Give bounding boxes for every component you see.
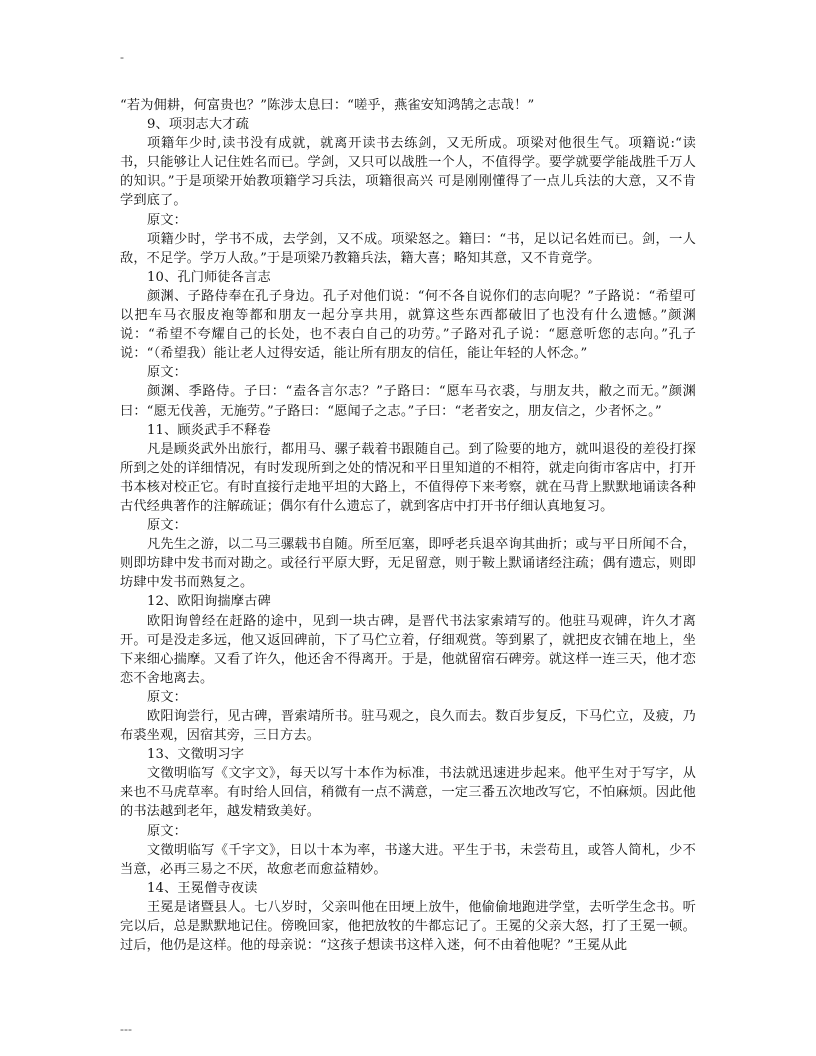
section-heading: 9、项羽志大才疏	[147, 117, 249, 133]
section-heading: 13、文徵明习字	[147, 747, 245, 763]
original-text-label: 原文：	[147, 365, 188, 381]
original-text-label: 原文：	[147, 689, 188, 705]
paragraph: 颜渊、子路侍奉在孔子身边。孔子对他们说：“何不各自说你们的志向呢？”子路说：“希望可以把车马衣服皮袍等都和朋友一起分享共用，就算这些东西都破旧了也没有什么遗憾。”颜渊说：“希望不夸耀自己的长处，也不表白自己的功劳。”子路对孔子说：“愿意听您的志向。”孔子说：“（希望我）能让老人过得安适，能让所有朋友的信任，能让年轻的人怀念。”	[120, 288, 696, 362]
paragraph: 颜渊、季路侍。子曰：“盍各言尔志？”子路曰：“愿车马衣裘，与朋友共，敝之而无。”颜渊曰：“愿无伐善，无施劳。”子路曰：“愿闻子之志。”子曰：“老者安之，朋友信之，少者怀之。”	[120, 384, 696, 419]
paragraph: 项籍少时，学书不成，去学剑，又不成。项梁怒之。籍曰：“书，足以记名姓而已。剑，一人敌，不足学。学万人敌。”于是项梁乃教籍兵法，籍大喜；略知其意，又不肯竟学。	[120, 231, 696, 266]
paragraph: 欧阳询曾经在赶路的途中，见到一块古碑，是晋代书法家索靖写的。他驻马观碑，许久才离开。可是没走多远，他又返回碑前，下了马伫立着，仔细观赏。等到累了，就把皮衣铺在地上，坐下来细心揣摩。又看了许久，他还舍不得离开。于是，他就留宿石碑旁。就这样一连三天，他才恋恋不舍地离去。	[120, 613, 696, 686]
paragraph: 项籍年少时,读书没有成就，就离开读书去练剑，又无所成。项梁对他很生气。项籍说:“读书，只能够让人记住姓名而已。学剑，又只可以战胜一个人，不值得学。要学就要学能战胜千万人的知识。”于是项梁开始教项籍学习兵法，项籍很高兴 可是刚刚懂得了一点儿兵法的大意，又不肯学到底了。	[120, 136, 696, 209]
footer-mark: ---	[120, 1022, 132, 1036]
section-heading: 12、欧阳询揣摩古碑	[147, 594, 271, 610]
original-text-label: 原文：	[147, 212, 188, 228]
section-heading: 14、王冕僧寺夜读	[147, 880, 258, 896]
section-heading: 10、孔门师徒各言志	[147, 269, 271, 285]
paragraph: “若为佣耕，何富贵也？”陈涉太息曰：“嗟乎，燕雀安知鸿鹄之志哉！”	[120, 98, 535, 113]
document-body	[120, 96, 696, 955]
paragraph: 凡先生之游，以二马三骡载书自随。所至厄塞，即呼老兵退卒询其曲折；或与平日所闻不合，则即坊肆中发书而对勘之。或径行平原大野，无足留意，则于鞍上默诵诸经注疏；偶有遗忘，则即坊肆中发书而熟复之。	[120, 537, 696, 591]
paragraph: 凡是顾炎武外出旅行，都用马、骡子载着书跟随自己。到了险要的地方，就叫退役的差役打探所到之处的详细情况，有时发现所到之处的情况和平日里知道的不相符，就走向街市客店中，打开书本核对校正它。有时直接行走地平坦的大路上，不值得停下来考察，就在马背上默默地诵读各种古代经典著作的注解疏证；偶尔有什么遗忘了，就到客店中打开书仔细认真地复习。	[120, 441, 696, 514]
paragraph: 欧阳询尝行，见古碑，晋索靖所书。驻马观之，良久而去。数百步复反，下马伫立，及疲，乃布裘坐观，因宿其旁，三日方去。	[120, 709, 696, 744]
paragraph: 文徵明临写《千字文》，日以十本为率，书遂大进。平生于书，未尝苟且，或答人简札，少不当意，必再三易之不厌，故愈老而愈益精妙。	[120, 842, 696, 877]
section-heading: 11、顾炎武手不释卷	[147, 422, 271, 438]
paragraph: 王冕是诸暨县人。七八岁时，父亲叫他在田埂上放牛，他偷偷地跑进学堂，去听学生念书。听完以后，总是默默地记住。傍晚回家，他把放牧的牛都忘记了。王冕的父亲大怒，打了王冕一顿。过后，他仍是这样。他的母亲说：“这孩子想读书这样入迷，何不由着他呢？”王冕从此	[120, 899, 696, 954]
original-text-label: 原文：	[147, 518, 188, 534]
paragraph: 文徵明临写《文字文》，每天以写十本作为标准，书法就迅速进步起来。他平生对于写字，从来也不马虎草率。有时给人回信，稍微有一点不满意，一定三番五次地改写它，不怕麻烦。因此他的书法越到老年，越发精致美好。	[120, 766, 696, 820]
header-mark: -	[120, 50, 124, 64]
original-text-label: 原文：	[147, 823, 188, 839]
